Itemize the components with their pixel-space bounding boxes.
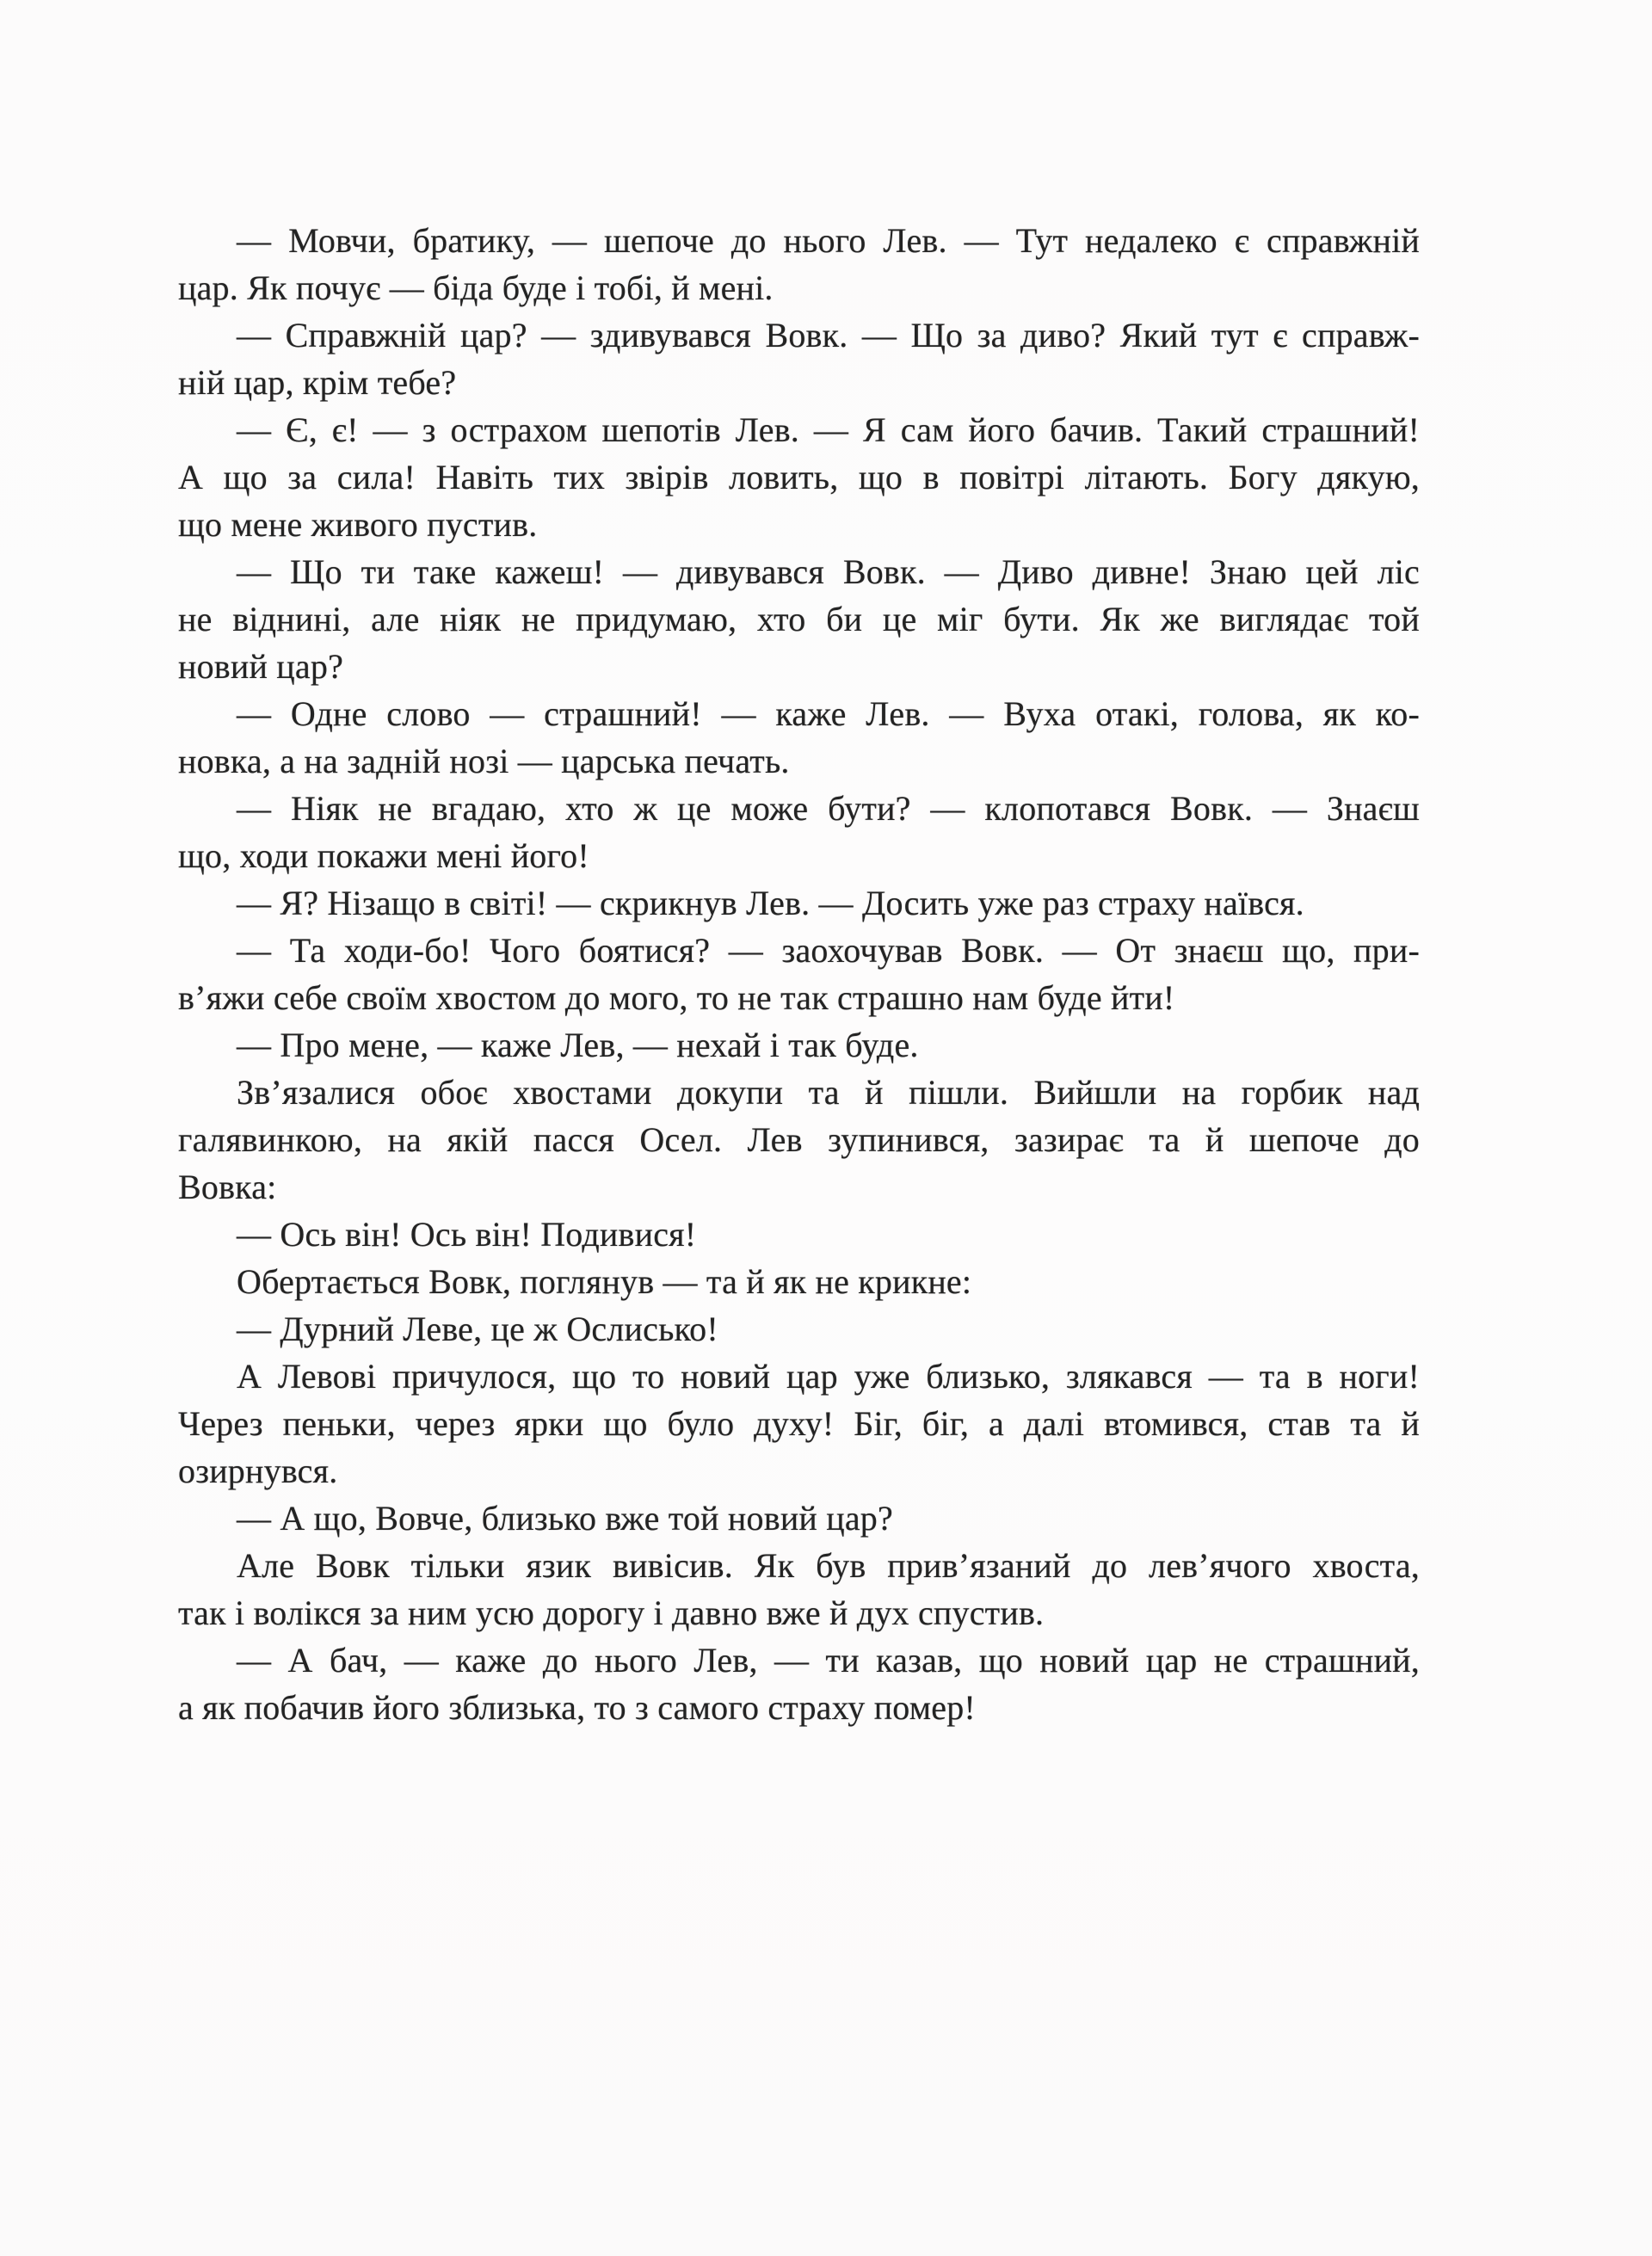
text-line: — Є, є! — з острахом шепотів Лев. — Я сам його бачив. Такий страшний! [237,410,1420,449]
text-line: А Левові причулося, що то новий цар уже близько, злякався — та в ноги! [237,1357,1420,1396]
text-line: — Дурний Леве, це ж Ослисько! [237,1310,718,1348]
text-line: галявинкою, на якій пасся Осел. Лев зупинився, зазирає та й шепоче до [178,1120,1420,1159]
text-line: що мене живого пустив. [178,505,538,544]
text-line: — А бач, — каже до нього Лев, — ти казав, що новий цар не страшний, [237,1641,1420,1680]
text-line: новий цар? [178,647,344,686]
text-line: — А що, Вовче, близько вже той новий цар? [237,1499,893,1538]
text-line: — Та ходи-бо! Чого боятися? — заохочував Вовк. — От знаєш що, при- [237,931,1420,970]
text-line: новка, а на задній нозі — царська печать. [178,742,790,780]
text-line: — Ніяк не вгадаю, хто ж це може бути? — клопотався Вовк. — Знаєш [237,789,1420,828]
text-line: ній цар, крім тебе? [178,363,457,402]
text-line: — Мовчи, братику, — шепоче до нього Лев. — Тут недалеко є справжній [237,221,1420,260]
text-line: не віднині, але ніяк не придумаю, хто би це міг бути. Як же виглядає той [178,600,1420,638]
text-line: так і волікся за ним усю дорогу і давно вже й дух спустив. [178,1593,1045,1632]
text-line: — Одне слово — страшний! — каже Лев. — Вуха отакі, голова, як ко- [237,694,1420,733]
text-line: а як побачив його зблизька, то з самого страху помер! [178,1688,976,1727]
text-line: в’яжи себе своїм хвостом до мого, то не так страшно нам буде йти! [178,978,1175,1017]
text-line: Вовка: [178,1168,277,1206]
text-line: — Ось він! Ось він! Подивися! [237,1215,697,1254]
text-line: Через пеньки, через ярки що було духу! Біг, біг, а далі втомився, став та й [178,1404,1420,1443]
story-text [178,217,1420,1731]
text-line: Але Вовк тільки язик вивісив. Як був прив’язаний до лев’ячого хвоста, [237,1546,1420,1585]
text-line: — Я? Нізащо в світі! — скрикнув Лев. — Досить уже раз страху наївся. [237,884,1304,922]
text-line: А що за сила! Навіть тих звірів ловить, що в повітрі літають. Богу дякую, [178,458,1420,496]
text-line: Обертається Вовк, поглянув — та й як не крикне: [237,1262,972,1301]
text-line: озирнувся. [178,1452,338,1490]
text-line: — Що ти таке кажеш! — дивувався Вовк. — Диво дивне! Знаю цей ліс [237,552,1420,591]
text-line: Зв’язалися обоє хвостами докупи та й пішли. Вийшли на горбик над [237,1073,1420,1112]
text-line: цар. Як почує — біда буде і тобі, й мені. [178,268,774,307]
text-line: — Про мене, — каже Лев, — нехай і так буде. [237,1026,919,1064]
text-line: — Справжній цар? — здивувався Вовк. — Що за диво? Який тут є справж- [237,316,1420,354]
text-line: що, ходи покажи мені його! [178,836,589,875]
